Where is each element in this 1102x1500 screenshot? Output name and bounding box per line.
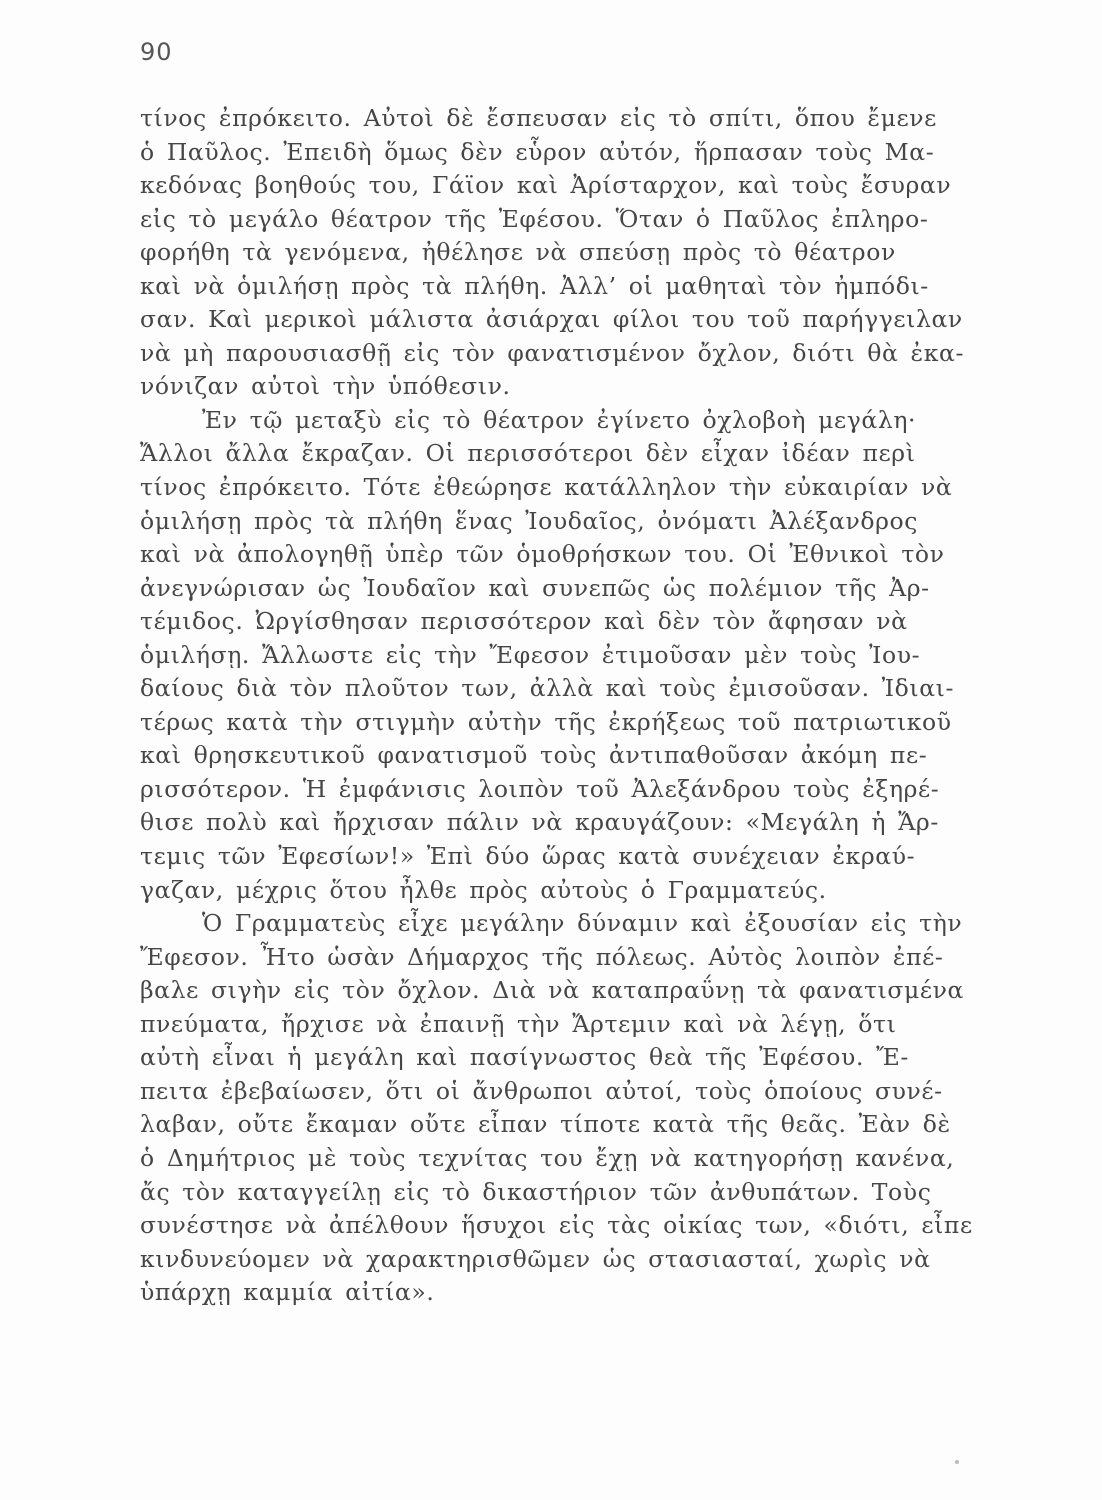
text-line: βαλε σιγὴν εἰς τὸν ὄχλον. Διὰ νὰ καταπραΰνῃ τὰ φανατισμένα [140, 976, 965, 1005]
text-line: ἀνεγνώρισαν ὡς Ἰουδαῖον καὶ συνεπῶς ὡς πολέμιον τῆς Ἀρ- [140, 573, 930, 602]
text-line: δαίους διὰ τὸν πλοῦτον των, ἀλλὰ καὶ τοὺς ἐμισοῦσαν. Ἰδιαι- [140, 674, 955, 703]
text-line: κινδυνεύομεν νὰ χαρακτηρισθῶμεν ὡς στασιασταί, χωρὶς νὰ [140, 1244, 931, 1273]
text-line: ὁμιλήσῃ πρὸς τὰ πλήθη ἕνας Ἰουδαῖος, ὀνόματι Ἀλέξανδρος [140, 506, 919, 535]
text-line: πειτα ἐβεβαίωσεν, ὅτι οἱ ἄνθρωποι αὐτοί, τοὺς ὁποίους συνέ- [140, 1076, 943, 1105]
text-line: συνέστησε νὰ ἀπέλθουν ἥσυχοι εἰς τὰς οἰκίας των, «διότι, εἶπε [140, 1211, 973, 1240]
text-line: Ὁ Γραμματεὺς εἶχε μεγάλην δύναμιν καὶ ἐξουσίαν εἰς τὴν [202, 909, 963, 938]
text-line: ὁμιλήσῃ. Ἄλλωστε εἰς τὴν Ἔφεσον ἐτιμοῦσαν μὲν τοὺς Ἰου- [140, 640, 921, 669]
text-line: πνεύματα, ἤρχισε νὰ ἐπαινῇ τὴν Ἄρτεμιν καὶ νὰ λέγῃ, ὅτι [140, 1009, 897, 1038]
text-line: λαβαν, οὔτε ἔκαμαν οὔτε εἶπαν τίποτε κατὰ τῆς θεᾶς. Ἐὰν δὲ [140, 1110, 951, 1139]
text-line: νὰ μὴ παρουσιασθῇ εἰς τὸν φανατισμένον ὄχλον, διότι θὰ ἐκα- [140, 338, 965, 367]
page-number: 90 [140, 38, 173, 66]
text-line: καὶ θρησκευτικοῦ φανατισμοῦ τοὺς ἀντιπαθοῦσαν ἀκόμη πε- [140, 741, 928, 770]
text-line: καὶ νὰ ἀπολογηθῇ ὑπὲρ τῶν ὁμοθρήσκων του. Οἱ Ἐθνικοὶ τὸν [140, 540, 945, 569]
text-line: ὑπάρχῃ καμμία αἰτία». [140, 1278, 435, 1307]
text-line: αὐτὴ εἶναι ἡ μεγάλη καὶ πασίγνωστος θεὰ τῆς Ἐφέσου. Ἔ- [140, 1043, 909, 1072]
text-line: φορήθη τὰ γενόμενα, ἠθέλησε νὰ σπεύσῃ πρὸς τὸ θέατρον [140, 238, 896, 267]
text-line: καὶ νὰ ὁμιλήσῃ πρὸς τὰ πλήθη. Ἀλλ’ οἱ μαθηταὶ τὸν ἠμπόδι- [140, 271, 929, 300]
text-line: εἰς τὸ μεγάλο θέατρον τῆς Ἐφέσου. Ὅταν ὁ Παῦλος ἐπληρο- [140, 204, 929, 233]
text-line: σαν. Καὶ μερικοὶ μάλιστα ἀσιάρχαι φίλοι του τοῦ παρήγγειλαν [140, 305, 963, 334]
text-line: τίνος ἐπρόκειτο. Αὐτοὶ δὲ ἔσπευσαν εἰς τὸ σπίτι, ὅπου ἔμενε [140, 104, 937, 132]
text-line: νόνιζαν αὐτοὶ τὴν ὑπόθεσιν. [140, 372, 511, 401]
text-line: τέμιδος. Ὠργίσθησαν περισσότερον καὶ δὲν τὸν ἄφησαν νὰ [140, 607, 908, 636]
text-line: Ἔφεσον. Ἦτο ὡσὰν Δήμαρχος τῆς πόλεως. Αὐτὸς λοιπὸν ἐπέ- [140, 942, 944, 971]
text-line: τεμις τῶν Ἐφεσίων!» Ἐπὶ δύο ὥρας κατὰ συνέχειαν ἐκραύ- [140, 842, 916, 871]
text-line: ρισσότερον. Ἡ ἐμφάνισις λοιπὸν τοῦ Ἀλεξάνδρου τοὺς ἐξηρέ- [140, 774, 940, 803]
text-line: ὁ Παῦλος. Ἐπειδὴ ὅμως δὲν εὗρον αὐτόν, ἥρπασαν τοὺς Μα- [140, 137, 935, 166]
text-line: κεδόνας βοηθούς του, Γάϊον καὶ Ἀρίσταρχον, καὶ τοὺς ἔσυραν [140, 171, 952, 200]
text-line: θισε πολὺ καὶ ἤρχισαν πάλιν νὰ κραυγάζουν: «Μεγάλη ἡ Ἄρ- [140, 808, 939, 837]
text-line: γαζαν, μέχρις ὅτου ἦλθε πρὸς αὐτοὺς ὁ Γραμματεύς. [140, 875, 827, 904]
speck-mark [955, 1460, 959, 1464]
text-line: τίνος ἐπρόκειτο. Τότε ἐθεώρησε κατάλληλον τὴν εὐκαιρίαν νὰ [140, 473, 953, 502]
text-line: Ἄλλοι ἄλλα ἔκραζαν. Οἱ περισσότεροι δὲν εἶχαν ἰδέαν περὶ [140, 439, 916, 468]
text-line: τέρως κατὰ τὴν στιγμὴν αὐτὴν τῆς ἐκρήξεως τοῦ πατριωτικοῦ [140, 707, 952, 736]
text-line: Ἐν τῷ μεταξὺ εἰς τὸ θέατρον ἐγίνετο ὀχλοβοὴ μεγάλη· [202, 405, 917, 434]
text-line: ἄς τὸν καταγγείλῃ εἰς τὸ δικαστήριον τῶν ἀνθυπάτων. Τοὺς [140, 1177, 932, 1206]
text-line: ὁ Δημήτριος μὲ τοὺς τεχνίτας του ἔχῃ νὰ κατηγορήσῃ κανένα, [140, 1143, 955, 1172]
body-text [140, 102, 1050, 1310]
